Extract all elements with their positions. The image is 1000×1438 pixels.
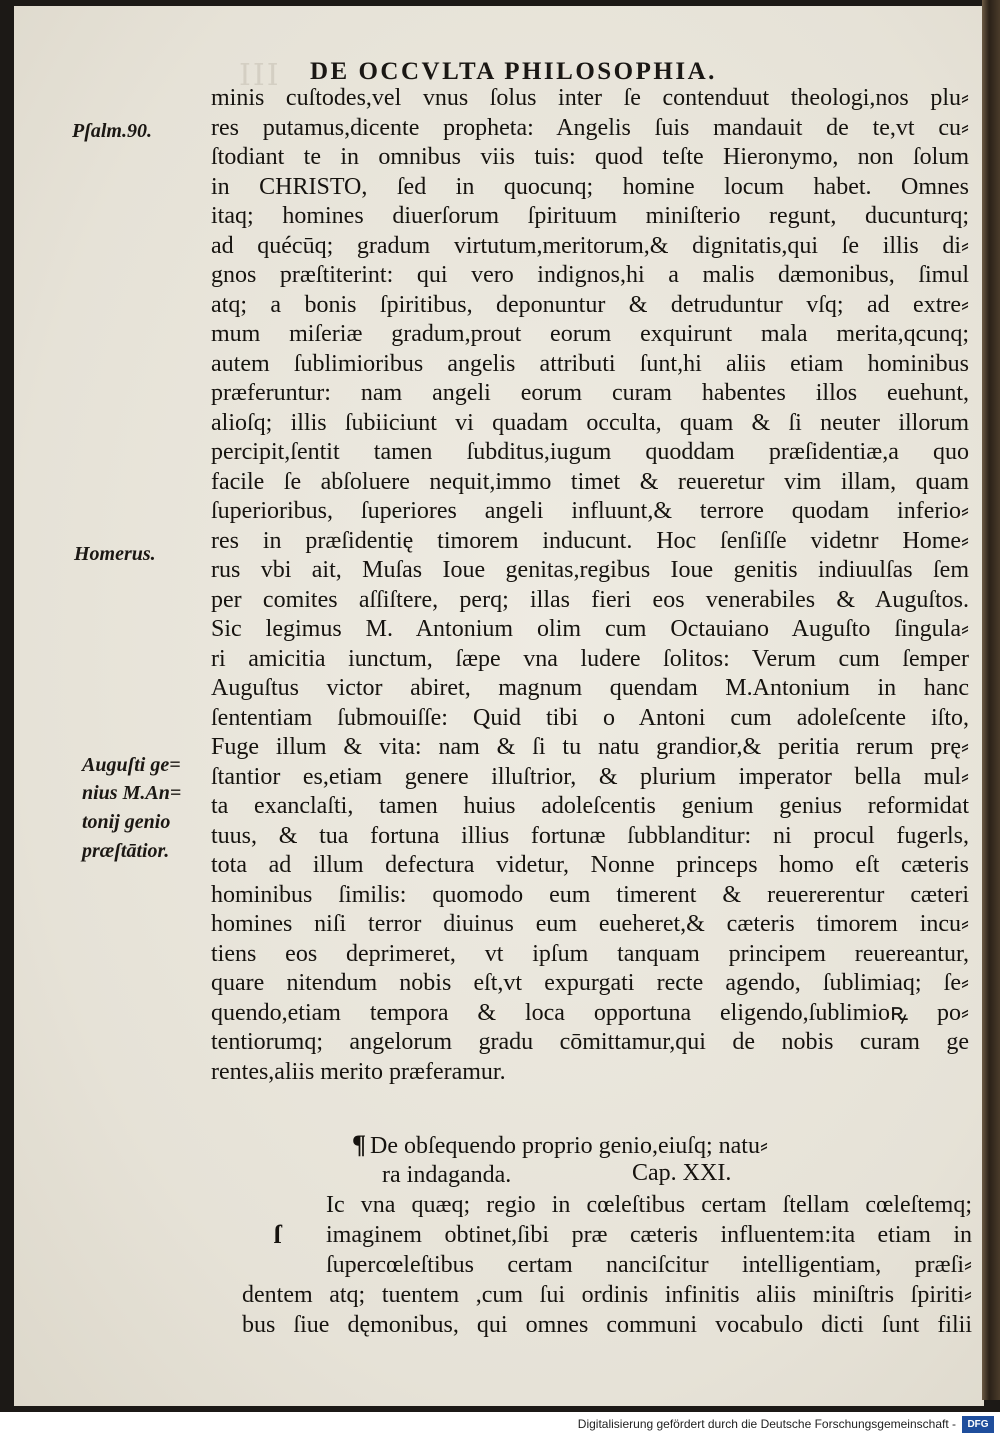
text-line: tentiorumq; angelorum gradu cōmittamur,qui de nobis curam ge xyxy=(211,1029,969,1055)
text-line: ri amicitia iunctum, ſæpe vna ludere ſolitos: Verum cum ſemper xyxy=(211,645,969,672)
text-line: dentem atq; tuentem ,cum ſui ordinis infinitis aliis miniſtris ſpiriti⸗ xyxy=(242,1282,972,1308)
pilcrow-icon: ¶ xyxy=(352,1130,367,1159)
text-line: ſtantior es,etiam genere illuſtrior, & plurium imperator bella mul⸗ xyxy=(211,763,969,790)
text-line: ta exanclaſti, tamen huius adoleſcentis genium genius reformidat xyxy=(211,793,969,819)
text-line: res in præſidentię timorem inducunt. Hoc ſenſiſſe videtnr Home⸗ xyxy=(211,527,969,554)
text-line: Fuge illum & vita: nam & ſi tu natu grandior,& peritia rerum prę⸗ xyxy=(211,734,969,760)
text-line: ſententiam ſubmouiſſe: Quid tibi o Antoni cum adoleſcente iſto, xyxy=(211,704,969,731)
dfg-logo-icon: DFG xyxy=(962,1416,994,1433)
footer-credit: Digitalisierung gefördert durch die Deutsche Forschungsgemeinschaft - xyxy=(577,1417,956,1431)
chapter-text-block xyxy=(242,1190,972,1340)
chapter-heading-line-1 xyxy=(352,1130,972,1160)
text-line: præferuntur: nam angeli eorum curam habentes illos euehunt, xyxy=(211,380,969,406)
guide-letter: ſ xyxy=(274,1220,282,1249)
text-line: quendo,etiam tempora & loca opportuna eligendo,ſublimioꝶ po⸗ xyxy=(211,999,969,1026)
text-line: tota ad illum defectura videtur, Nonne princeps homo eſt cæteris xyxy=(211,852,969,878)
text-line: ſuperioribus, ſuperiores angeli influunt,& terrore quodam inferio⸗ xyxy=(211,498,969,524)
chapter-number: Cap. XXI. xyxy=(632,1160,732,1186)
margin-note-augusti-4: præſtātior. xyxy=(82,840,170,862)
text-line: hominibus ſimilis: quomodo eum timerent & reuererentur cæteri xyxy=(211,881,969,908)
text-line: rentes,aliis merito præferamur. xyxy=(211,1058,506,1085)
text-line: autem ſublimioribus angelis attributi ſunt,hi aliis etiam hominibus xyxy=(211,350,969,377)
text-line: mum miſeriæ gradum,prout eorum exquirunt mala merita,qcunq; xyxy=(211,321,969,347)
text-line: Sic legimus M. Antonium olim cum Octauiano Auguſto ſingula⸗ xyxy=(211,616,969,642)
text-line: rus vbi ait, Muſas Ioue genitas,regibus Ioue genitis indiuulſas ſem xyxy=(211,557,969,583)
chapter-title-part-1: De obſequendo proprio genio,eiuſq; natu⸗ xyxy=(370,1133,768,1159)
text-line: gnos præſtiterint: qui vero indignos,hi a malis dæmonibus, ſimul xyxy=(211,262,969,288)
text-line: bus ſiue dęmonibus, qui omnes communi vocabulo dicti ſunt filii xyxy=(242,1312,972,1338)
book-page xyxy=(14,6,984,1406)
text-line: imaginem obtinet,ſibi præ cæteris influentem:ita etiam in xyxy=(326,1222,972,1248)
text-line: percipit,ſentit tamen ſubditus,iugum quoddam præſidentiæ,a quo xyxy=(211,439,969,465)
text-line: tiens eos deprimeret, vt ipſum tanquam principem reuereantur, xyxy=(211,940,969,967)
text-line: itaq; homines diuerſorum ſpirituum miniſterio regunt, ducunturq; xyxy=(211,203,969,229)
chapter-heading xyxy=(352,1130,972,1190)
text-line: Ic vna quæq; regio in cœleſtibus certam ſtellam cœleſtemq; xyxy=(326,1192,972,1218)
text-line: atq; a bonis ſpiritibus, deponuntur & detruduntur vſq; ad extre⸗ xyxy=(211,291,969,318)
text-line: per comites aſſiſtere, perq; illas fieri eos venerabiles & Auguſtos. xyxy=(211,586,969,613)
footer-strip xyxy=(0,1412,1000,1438)
text-line: ſupercœleſtibus certam nanciſcitur intelligentiam, præſi⸗ xyxy=(326,1252,972,1278)
chapter-title-part-2: ra indaganda. xyxy=(382,1162,512,1188)
text-line: Auguſtus victor abiret, magnum quendam M.Antonium in hanc xyxy=(211,675,969,701)
running-head: DE OCCVLTA PHILOSOPHIA. xyxy=(310,58,717,85)
text-line: in CHRISTO, ſed in quocunq; homine locum habet. Omnes xyxy=(211,173,969,200)
text-line: ad quécūq; gradum virtutum,meritorum,& dignitatis,qui ſe illis di⸗ xyxy=(211,232,969,259)
margin-note-augusti-2: nius M.An= xyxy=(82,782,182,804)
book-edge xyxy=(982,0,1000,1400)
margin-note-augusti-1: Auguſti ge= xyxy=(82,754,181,776)
text-line: res putamus,dicente propheta: Angelis ſuis mandauit de te,vt cu⸗ xyxy=(211,114,969,141)
main-text-block xyxy=(211,84,969,1087)
text-line: quare nitendum nobis eſt,vt expurgati recte agendo, ſublimiaq; ſe⸗ xyxy=(211,970,969,996)
margin-note-homerus: Homerus. xyxy=(74,543,156,565)
text-line: facile ſe abſoluere nequit,immo timet & reueretur vim illam, quam xyxy=(211,468,969,495)
text-line: homines niſi terror diuinus eum eueheret,& cæteris timorem incu⸗ xyxy=(211,911,969,937)
text-line: minis cuſtodes,vel vnus ſolus inter ſe contenduut theologi,nos plu⸗ xyxy=(211,85,969,111)
margin-note-psalm: Pſalm.90. xyxy=(72,120,152,142)
margin-note-augusti-3: tonij genio xyxy=(82,811,171,833)
show-through-text: III xyxy=(239,58,281,93)
text-line: ſtodiant te in omnibus viis tuis: quod teſte Hieronymo, non ſolum xyxy=(211,144,969,170)
text-line: tuus, & tua fortuna illius fortunæ ſubblanditur: ni procul fugerls, xyxy=(211,822,969,849)
text-line: alioſq; illis ſubiiciunt vi quadam occulta, quam & ſi neuter illorum xyxy=(211,409,969,436)
